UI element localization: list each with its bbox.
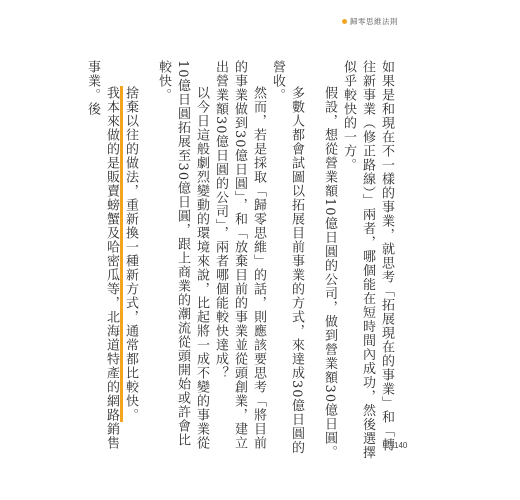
page-body bbox=[69, 60, 396, 460]
paragraph: 以今日這般劇烈變動的環境來說，比起將一成不變的事業從10億日圓拓展至30億日圓，跟上商業的潮流從頭開始或許會比較快。 bbox=[156, 60, 209, 450]
paragraph: 我本來做的是販賣螃蟹及哈密瓜等，北海道特產的網路銷售事業。後 bbox=[85, 60, 119, 450]
paragraph: 多數人都會試圖以拓展目前事業的方式，來達成30億日圓的營收。 bbox=[270, 60, 304, 455]
highlighted-text: 捨棄以往的做法，重新換一種新方式，通常都比較快。 bbox=[120, 86, 138, 422]
paragraph: 然而，若是採取「歸零思維」的話，則應該要思考「將目前的事業做到30億日圓」，和「放棄目前的事業並從頭創業，建立出營業額30億日圓的公司」，兩者哪個能較快達成？ bbox=[213, 60, 266, 451]
header-bullet-icon bbox=[342, 19, 347, 24]
highlighted-paragraph bbox=[121, 60, 140, 460]
running-header bbox=[342, 16, 398, 27]
running-title: 歸零思維法則 bbox=[350, 17, 398, 26]
paragraph: 如果是和現在不一樣的事業，就思考「拓展現在的事業」和「轉往新事業（修正路線）」兩者，哪個能在短時間內成功，然後選擇似乎較快的一方。 bbox=[341, 60, 394, 460]
paragraph: 假設，想從營業額10億日圓的公司，做到營業額30億日圓。 bbox=[322, 86, 337, 460]
page-number: 140 bbox=[394, 441, 408, 450]
